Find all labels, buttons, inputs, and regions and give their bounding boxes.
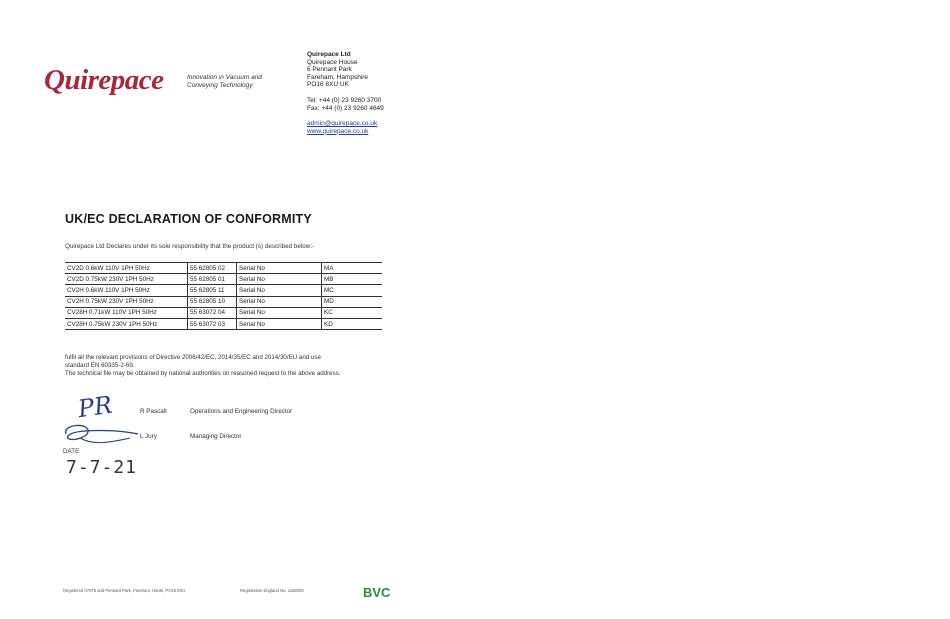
serial-label: Serial No <box>237 274 322 285</box>
product-reference: MA <box>322 263 383 274</box>
table-row <box>65 296 382 307</box>
product-code: 55 63072 03 <box>188 318 237 329</box>
table-row <box>65 263 382 274</box>
footer-registered-office: Registered 07075 and Pennant Park, Fareham, Hants, PO16 8XU <box>63 588 186 593</box>
company-logo: Quirepace <box>44 64 164 96</box>
address-line: Quirepace House <box>307 58 358 66</box>
product-reference: KC <box>322 307 383 318</box>
serial-label: Serial No <box>237 307 322 318</box>
footer-registration: Registration England No. 1168005 <box>240 588 304 593</box>
compliance-line: The technical file may be obtained by national authorities on reasoned request to the above address. <box>65 369 341 377</box>
product-code: 55 62805 01 <box>188 274 237 285</box>
company-address <box>307 51 384 135</box>
product-description: CV2D 0.75kW 230V 1PH 50Hz <box>65 274 188 285</box>
product-description: CV28H 0.71kW 110V 1PH 50Hz <box>65 307 188 318</box>
products-table <box>65 262 382 330</box>
declaration-intro: Quirepace Ltd Declares under its sole responsibility that the product (s) described below:- <box>65 243 315 250</box>
signatory-role: Managing Director <box>190 433 242 440</box>
date-value: 7-7-21 <box>66 457 138 478</box>
table-row <box>65 274 382 285</box>
date-label: DATE <box>63 448 80 455</box>
document-title: UK/EC DECLARATION OF CONFORMITY <box>65 212 312 226</box>
bvc-badge: BVC <box>363 585 391 600</box>
signatory-name: R Pascall <box>140 408 167 415</box>
product-description: CV2D 0.6kW 110V 1PH 50Hz <box>65 263 188 274</box>
email-link[interactable]: admin@quirepace.co.uk <box>307 120 378 128</box>
product-description: CV28H 0.75kW 230V 1PH 50Hz <box>65 318 188 329</box>
product-reference: MD <box>322 296 383 307</box>
address-line: PO16 8XU UK <box>307 81 349 89</box>
table-row <box>65 307 382 318</box>
signatory-name: L Jury <box>140 433 157 440</box>
company-tagline: Innovation in Vacuum and Conveying Technology <box>187 74 262 89</box>
fax: Fax: +44 (0) 23 9260 4649 <box>307 104 384 112</box>
product-code: 55 62805 02 <box>188 263 237 274</box>
serial-label: Serial No <box>237 296 322 307</box>
table-row <box>65 318 382 329</box>
serial-label: Serial No <box>237 318 322 329</box>
compliance-line: fulfil all the relevant provisions of Directive 2006/42/EC, 2014/35/EC and 2014/30/EU and use <box>65 354 321 361</box>
signature-jury <box>60 420 140 446</box>
document-page <box>0 0 420 619</box>
table-row <box>65 285 382 296</box>
product-description: CV2H 0.6kW 110V 1PH 50Hz <box>65 285 188 296</box>
signatory-role: Operations and Engineering Director <box>190 408 293 415</box>
telephone: Tel: +44 (0) 23 9260 3700 <box>307 96 382 104</box>
product-code: 55 62805 11 <box>188 285 237 296</box>
address-line: 6 Pennant Park <box>307 66 352 74</box>
product-reference: MB <box>322 274 383 285</box>
product-code: 55 62805 10 <box>188 296 237 307</box>
website-link[interactable]: www.quirepace.co.uk <box>307 127 369 135</box>
compliance-line: standard EN 60335-2-69. <box>65 361 135 369</box>
compliance-statement <box>65 354 381 377</box>
serial-label: Serial No <box>237 285 322 296</box>
address-line: Fareham, Hampshire <box>307 73 369 81</box>
signature-pascall: PR <box>76 390 115 424</box>
product-code: 55 63072 04 <box>188 307 237 318</box>
product-reference: MC <box>322 285 383 296</box>
product-description: CV2H 0.75kW 230V 1PH 50Hz <box>65 296 188 307</box>
serial-label: Serial No <box>237 263 322 274</box>
product-reference: KD <box>322 318 383 329</box>
company-name: Quirepace Ltd <box>307 51 351 58</box>
